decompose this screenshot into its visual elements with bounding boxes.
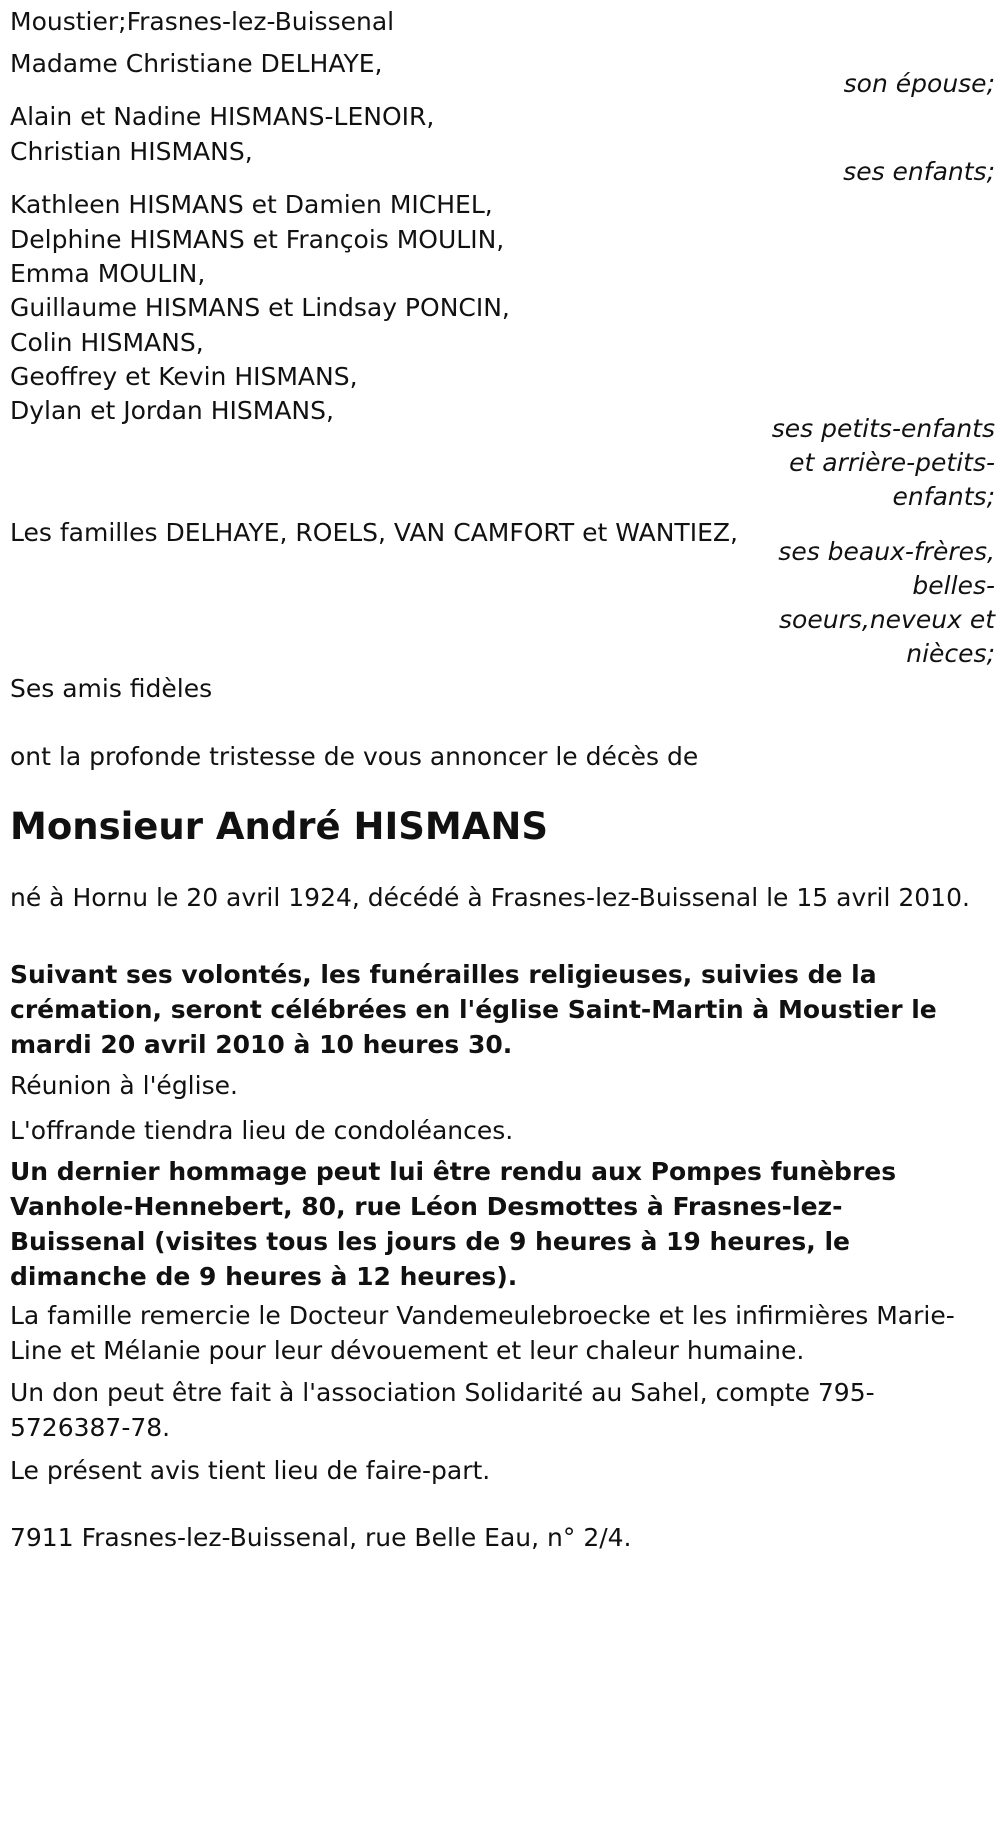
child-name: Christian HISMANS, (10, 137, 253, 166)
grandchild-name: Delphine HISMANS et François MOULIN, (10, 225, 505, 254)
address-text: 7911 Frasnes-lez-Buissenal, rue Belle Eau, n° 2/4. (10, 1523, 632, 1552)
grandchild-name: Kathleen HISMANS et Damien MICHEL, (10, 190, 493, 219)
families-role-line: ses beaux-frères, (778, 537, 995, 566)
families-role-line: belles- (912, 571, 995, 600)
grandchild-name: Emma MOULIN, (10, 259, 206, 288)
grandchild-name: Geoffrey et Kevin HISMANS, (10, 362, 358, 391)
child-name: Alain et Nadine HISMANS-LENOIR, (10, 102, 435, 131)
spouse-name: Madame Christiane DELHAYE, (10, 49, 383, 78)
announcement-text: ont la profonde tristesse de vous annoncer le décès de (10, 742, 699, 771)
tribute-text: Un dernier hommage peut lui être rendu aux Pompes funèbres Vanhole-Hennebert, 80, rue Léon Desmottes à Frasnes-lez-Buissenal (visites tous les jours de 9 heures à 19 heures, le dimanche de 9 heures à 12 heures). (10, 1157, 897, 1291)
grandchildren-role-line: et arrière-petits- (789, 448, 995, 477)
grandchildren-role-line: enfants; (892, 482, 995, 511)
place-header: Moustier;Frasnes-lez-Buissenal (10, 7, 395, 36)
notice-text: Le présent avis tient lieu de faire-part. (10, 1456, 491, 1485)
families-names: Les familles DELHAYE, ROELS, VAN CAMFORT et WANTIEZ, (10, 518, 738, 547)
families-role-line: soeurs,neveux et (779, 605, 995, 634)
families-role (765, 535, 995, 671)
grandchildren-role (735, 412, 995, 514)
grandchildren-role-line: ses petits-enfants (771, 414, 995, 443)
donation-text: Un don peut être fait à l'association Solidarité au Sahel, compte 795-5726387-78. (10, 1378, 875, 1442)
spouse-role: son épouse; (843, 69, 995, 98)
thanks-text: La famille remercie le Docteur Vandemeulebroecke et les infirmières Marie-Line et Mélanie pour leur dévouement et leur chaleur humaine. (10, 1301, 955, 1365)
deceased-name: Monsieur André HISMANS (10, 805, 548, 848)
friends-line: Ses amis fidèles (10, 674, 213, 703)
meeting-text: Réunion à l'église. (10, 1071, 238, 1100)
children-role: ses enfants; (843, 157, 995, 186)
funeral-text: Suivant ses volontés, les funérailles religieuses, suivies de la crémation, seront célébrées en l'église Saint-Martin à Moustier le mardi 20 avril 2010 à 10 heures 30. (10, 960, 937, 1059)
offering-text: L'offrande tiendra lieu de condoléances. (10, 1116, 514, 1145)
grandchild-name: Guillaume HISMANS et Lindsay PONCIN, (10, 293, 510, 322)
grandchild-name: Dylan et Jordan HISMANS, (10, 396, 334, 425)
birth-death-text: né à Hornu le 20 avril 1924, décédé à Frasnes-lez-Buissenal le 15 avril 2010. (10, 883, 970, 912)
families-role-line: nièces; (906, 639, 995, 668)
grandchild-name: Colin HISMANS, (10, 328, 204, 357)
